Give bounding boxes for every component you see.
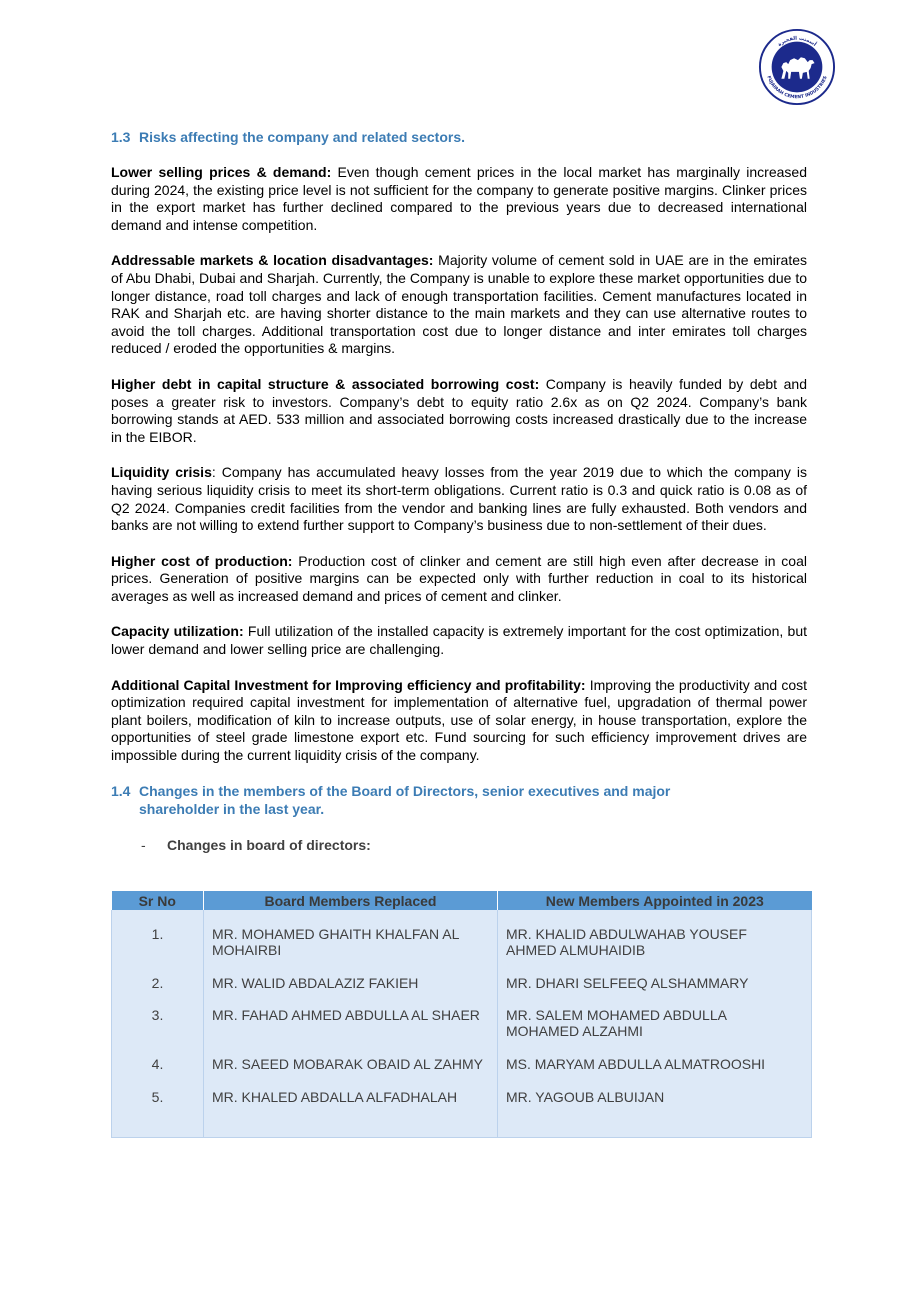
new-member-cell: MR. SALEM MOHAMED ABDULLA MOHAMED ALZAHMI: [498, 992, 812, 1040]
risk-lead: Lower selling prices & demand:: [111, 164, 332, 180]
risk-text: Improving the productivity and cost optimization required capital investment for implementation of alternative fuel, upgradation of thermal power plant boilers, modification of kiln to increase outputs, use of solar energy, in house transportation, explore the opportunities of steel grade limestone export etc. Fund sourcing for such efficiency improvement drives are impossible during the current liquidity crisis of the company.: [111, 676, 807, 764]
section-title-line-1: Changes in the members of the Board of Directors, senior executives and major: [139, 782, 671, 799]
risk-lead: Addressable markets & location disadvantages:: [111, 252, 434, 269]
section-number: 1.3: [111, 129, 131, 145]
section-title: Risks affecting the company and related sectors.: [139, 129, 465, 145]
risk-lead: Liquidity crisis: [111, 464, 212, 481]
new-member-cell: MR. DHARI SELFEEQ ALSHAMMARY: [498, 959, 812, 992]
board-changes-table: [111, 891, 812, 1138]
new-member-cell: MR. KHALID ABDULWAHAB YOUSEF AHMED ALMUHAIDIB: [498, 910, 812, 959]
risk-paragraph-debt: [111, 376, 807, 446]
table-row: [112, 1040, 812, 1073]
document-body: [111, 128, 807, 854]
section-title: [139, 782, 670, 818]
risk-text: Full utilization of the installed capacity is extremely important for the cost optimization, but lower demand and lower selling price are challenging.: [111, 623, 808, 658]
new-member-cell: MS. MARYAM ABDULLA ALMATROOSHI: [498, 1040, 812, 1073]
replaced-member-cell: MR. WALID ABDALAZIZ FAKIEH: [204, 959, 498, 992]
replaced-member-cell: MR. MOHAMED GHAITH KHALFAN AL MOHAIRBI: [204, 910, 498, 959]
table-row: [112, 1073, 812, 1138]
table-row: [112, 992, 812, 1040]
new-member-cell: MR. YAGOUB ALBUIJAN: [498, 1073, 812, 1138]
risk-text: Even though cement prices in the local market has marginally increased during 2024, the existing price level is not sufficient for the company to generate positive margins. Clinker prices in the export market has further declined compared to the previous years due to decreased international demand and intense competition.: [111, 164, 807, 233]
section-1-3-heading: [111, 128, 807, 146]
risk-paragraph-production-cost: [111, 553, 807, 606]
sr-no-cell: 5.: [112, 1073, 204, 1138]
sr-no-cell: 4.: [112, 1040, 204, 1073]
bullet-text: Changes in board of directors:: [167, 836, 371, 853]
logo-arabic-text: أسمنت الفجيرة: [776, 35, 818, 48]
bullet-dash: -: [141, 836, 146, 853]
replaced-member-cell: MR. SAEED MOBARAK OBAID AL ZAHMY: [204, 1040, 498, 1073]
section-number: 1.4: [111, 782, 131, 799]
sr-no-cell: 1.: [112, 910, 204, 959]
risk-paragraph-markets: [111, 252, 807, 358]
sr-no-cell: 3.: [112, 992, 204, 1040]
replaced-member-cell: MR. FAHAD AHMED ABDULLA AL SHAER: [204, 992, 498, 1040]
risk-paragraph-capacity: [111, 623, 807, 658]
replaced-member-cell: MR. KHALED ABDALLA ALFADHALAH: [204, 1073, 498, 1138]
table-header-row: [112, 891, 812, 910]
section-1-4-heading: [111, 782, 807, 818]
risk-text: Company is heavily funded by debt and poses a greater risk to investors. Company’s debt to equity ratio 2.6x as on Q2 2024. Company’s bank borrowing stands at AED. 533 million and associated borrowing costs increased drastically due to the increase in the EIBOR.: [111, 375, 807, 445]
risk-lead: Additional Capital Investment for Improving efficiency and profitability:: [111, 676, 586, 693]
table-row: [112, 910, 812, 959]
table-row: [112, 959, 812, 992]
sr-no-cell: 2.: [112, 959, 204, 992]
risk-lead: Higher cost of production:: [111, 552, 293, 569]
risk-lead: Higher debt in capital structure & associated borrowing cost:: [111, 375, 540, 392]
risk-lead: Capacity utilization:: [111, 623, 244, 640]
logo-caption: FUJAIRAH CEMENT INDUSTRIES: [765, 75, 829, 101]
column-header-replaced: Board Members Replaced: [204, 891, 498, 910]
column-header-new: New Members Appointed in 2023: [498, 891, 812, 910]
fujairah-cement-logo: [758, 28, 836, 106]
risk-paragraph-liquidity: [111, 464, 807, 534]
risk-text: Majority volume of cement sold in UAE are in the emirates of Abu Dhabi, Dubai and Sharjah. Currently, the Company is unable to explore these market opportunities due to longer distance, road toll charges and lack of enough transportation facilities. Cement manufactures located in RAK and Sharjah etc. are having shorter distance to the main markets and they can use alternative routes to avoid the toll charges. Additional transportation cost due to longer distance and inter emirates toll charges reduced / eroded the opportunities & margins.: [111, 252, 808, 357]
risk-text: : Company has accumulated heavy losses from the year 2019 due to which the company is having serious liquidity crisis to meet its short-term obligations. Current ratio is 0.3 and quick ratio is 0.08 as of Q2 2024. Companies credit facilities from the vendor and banking lines are fully exhausted. Both vendors and banks are not willing to extend further support to Company’s business due to non-settlement of their dues.: [111, 464, 807, 534]
risk-paragraph-selling-prices: [111, 164, 807, 234]
column-header-sr-no: Sr No: [112, 891, 204, 910]
section-title-line-2: shareholder in the last year.: [139, 800, 325, 817]
board-changes-bullet: [141, 836, 807, 854]
risk-text: Production cost of clinker and cement are still high even after decrease in coal prices. Generation of positive margins can be expected only with further reduction in coal to its historical averages as well as increased demand and prices of cement and clinker.: [111, 552, 807, 604]
risk-paragraph-capital-investment: [111, 677, 807, 765]
